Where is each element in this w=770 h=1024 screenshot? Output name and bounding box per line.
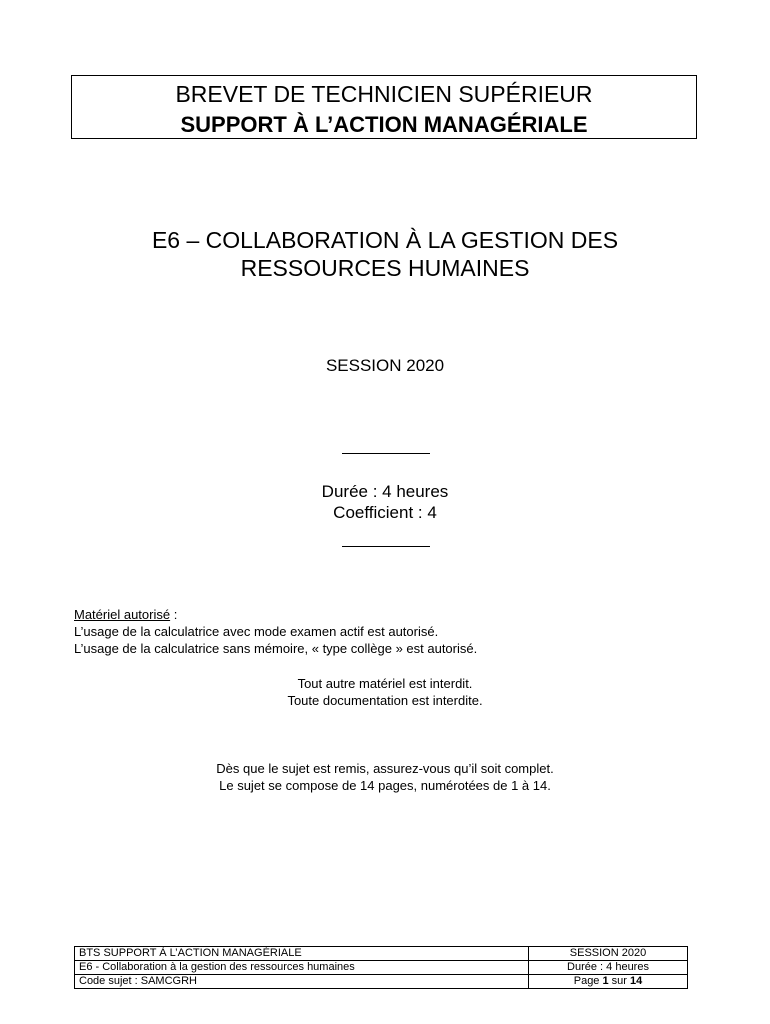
exam-subject-title [0, 226, 770, 282]
page-total: 14 [630, 975, 643, 987]
calculator-rule-1: L’usage de la calculatrice avec mode examen actif est autorisé. [74, 624, 439, 639]
duration-block [0, 481, 770, 523]
page-prefix: Page [573, 975, 603, 987]
authorized-material-title: Matériel autorisé [74, 607, 171, 622]
footer-subject-code: Code sujet : SAMCGRH [75, 975, 529, 989]
footer-session: SESSION 2020 [529, 947, 688, 961]
exam-header-box [71, 75, 697, 139]
footer-exam: E6 - Collaboration à la gestion des ressources humaines [75, 961, 529, 975]
forbidden-material-section [0, 675, 770, 709]
subject-page-count: Le sujet se compose de 14 pages, numérotées de 1 à 14. [219, 778, 551, 793]
exam-subject-line1: E6 – COLLABORATION À LA GESTION DES [151, 227, 619, 253]
calculator-rule-2: L’usage de la calculatrice sans mémoire, « type collège » est autorisé. [74, 641, 478, 656]
page-middle: sur [608, 975, 631, 987]
forbidden-material-line: Tout autre matériel est interdit. [297, 676, 473, 691]
divider-top [342, 453, 430, 454]
subject-complete-check: Dès que le sujet est remis, assurez-vous qu’il soit complet. [216, 761, 554, 776]
diploma-title: BREVET DE TECHNICIEN SUPÉRIEUR [175, 81, 593, 107]
footer-duration: Durée : 4 heures [529, 961, 688, 975]
footer-row [75, 975, 688, 989]
duration-text: Durée : 4 heures [321, 482, 449, 501]
forbidden-documentation-line: Toute documentation est interdite. [287, 693, 483, 708]
authorized-material-colon: : [170, 607, 178, 622]
page-current: 1 [602, 975, 609, 987]
authorized-material-heading [74, 606, 477, 623]
subject-info-section [0, 760, 770, 794]
page-footer-table [74, 946, 688, 989]
divider-bottom [342, 546, 430, 547]
footer-row [75, 947, 688, 961]
coefficient-text: Coefficient : 4 [333, 503, 437, 522]
authorized-material-section [74, 606, 477, 657]
exam-subject-line2: RESSOURCES HUMAINES [240, 255, 530, 281]
session-label: SESSION 2020 [325, 356, 445, 375]
specialty-title: SUPPORT À L’ACTION MANAGÉRIALE [180, 112, 588, 137]
footer-diploma: BTS SUPPORT À L’ACTION MANAGÉRIALE [75, 947, 529, 961]
footer-row [75, 961, 688, 975]
footer-page-number [529, 975, 688, 989]
